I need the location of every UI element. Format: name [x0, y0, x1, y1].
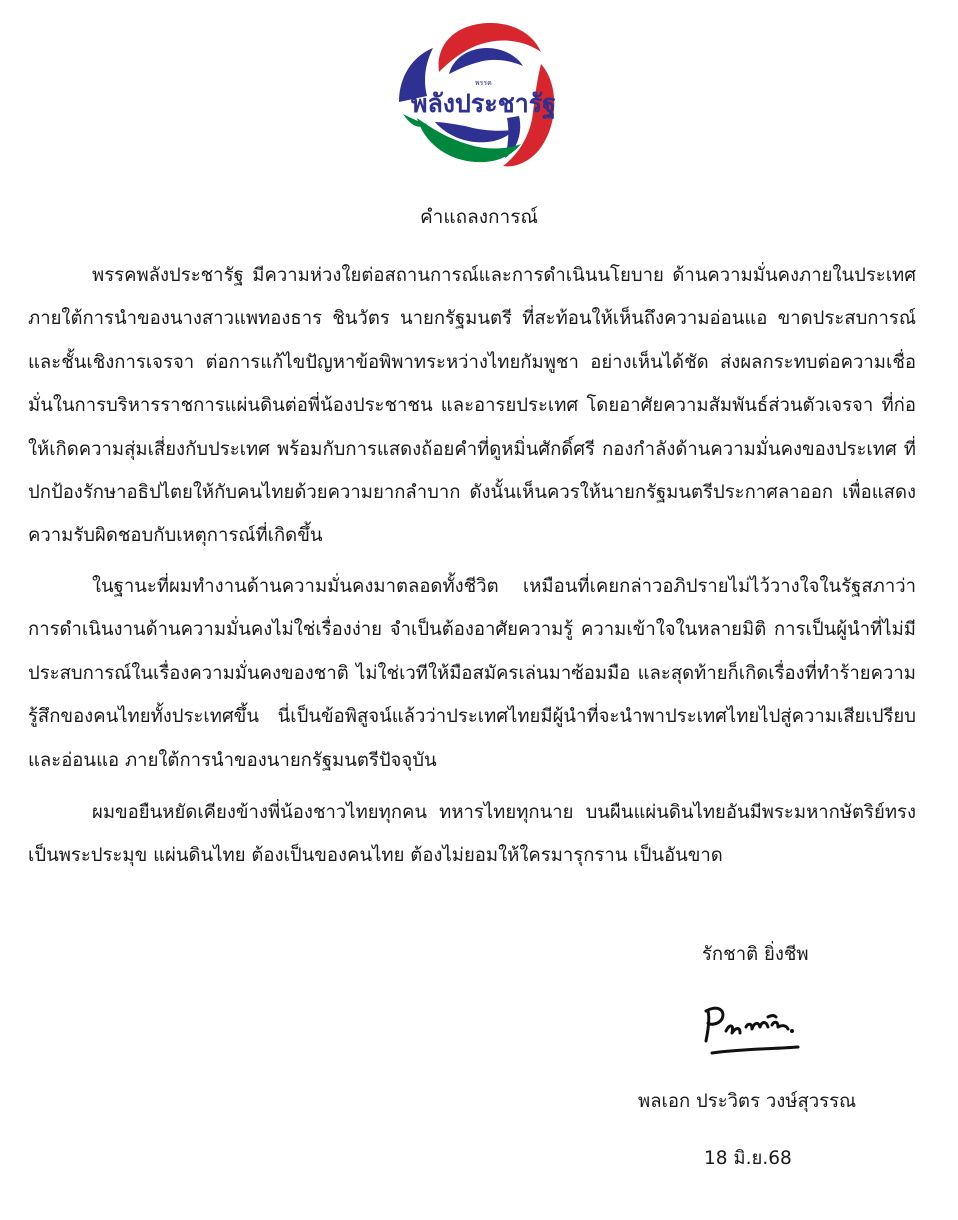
logo-small-text: พรรค — [475, 79, 492, 87]
closing-phrase: รักชาติ ยิ่งชีพ — [702, 944, 809, 965]
signer-name: พลเอก ประวิตร วงษ์สุวรรณ — [638, 1091, 857, 1112]
logo-brand-text: พลังประชารัฐ — [411, 89, 556, 118]
signature — [702, 995, 802, 1061]
document-date: 18 มิ.ย.68 — [704, 1148, 792, 1169]
paragraph-2: ในฐานะที่ผมทำงานด้านความมั่นคงมาตลอดทั้งชีวิต เหมือนที่เคยกล่าวอภิปรายไม่ไว้วางใจในรัฐสภาว่า การดำเนินงานด้านความมั่นคงไม่ใช่เรื่องง่าย จำเป็นต้องอาศัยความรู้ ความเข้าใจในหลายมิติ การเป็นผู้นำที่ไม่มีประสบการณ์ในเรื่องความมั่นคงของชาติ ไม่ใช่เวทีให้มือสมัครเล่นมาซ้อมมือ และสุดท้ายก็เกิดเรื่องที่ทำร้ายความรู้สึกของคนไทยทั้งประเทศขึ้น นี่เป็นข้อพิสูจน์แล้วว่าประเทศไทยมีผู้นำที่จะนำพาประเทศไทยไปสู่ความเสียเปรียบ และอ่อนแอ ภายใต้การนำของนายกรัฐมนตรีปัจจุบัน — [28, 576, 916, 771]
handwritten-signature-icon — [702, 995, 802, 1061]
document-title: คำแถลงการณ์ — [419, 206, 539, 228]
party-logo-icon — [391, 14, 567, 170]
paragraph-1: พรรคพลังประชารัฐ มีความห่วงใยต่อสถานการณ์และการดำเนินนโยบาย ด้านความมั่นคงภายในประเทศ ภายใต้การนำของนางสาวแพทองธาร ชินวัตร นายกรัฐมนตรี ที่สะท้อนให้เห็นถึงความอ่อนแอ ขาดประสบการณ์และชั้นเชิงการเจรจา ต่อการแก้ไขปัญหาข้อพิพาทระหว่างไทยกัมพูชา อย่างเห็นได้ชัด ส่งผลกระทบต่อความเชื่อมั่นในการบริหารราชการแผ่นดินต่อพี่น้องประชาชน และอารยประเทศ โดยอาศัยความสัมพันธ์ส่วนตัวเจรจา ที่ก่อให้เกิดความสุ่มเสี่ยงกับประเทศ พร้อมกับการแสดงถ้อยคำที่ดูหมิ่นศักดิ์ศรี กองกำลังด้านความมั่นคงของประเทศ ที่ปกป้องรักษาอธิปไตยให้กับคนไทยด้วยความยากลำบาก ดังนั้นเห็นควรให้นายกรัฐมนตรีประกาศลาออก เพื่อแสดงความรับผิดชอบกับเหตุการณ์ที่เกิดขึ้น — [28, 265, 916, 547]
party-logo — [391, 14, 567, 170]
paragraph-3: ผมขอยืนหยัดเคียงข้างพี่น้องชาวไทยทุกคน ทหารไทยทุกนาย บนผืนแผ่นดินไทยอันมีพระมหากษัตริย์ทรงเป็นพระประมุข แผ่นดินไทย ต้องเป็นของคนไทย ต้องไม่ยอมให้ใครมารุกราน เป็นอันขาด — [28, 802, 916, 867]
